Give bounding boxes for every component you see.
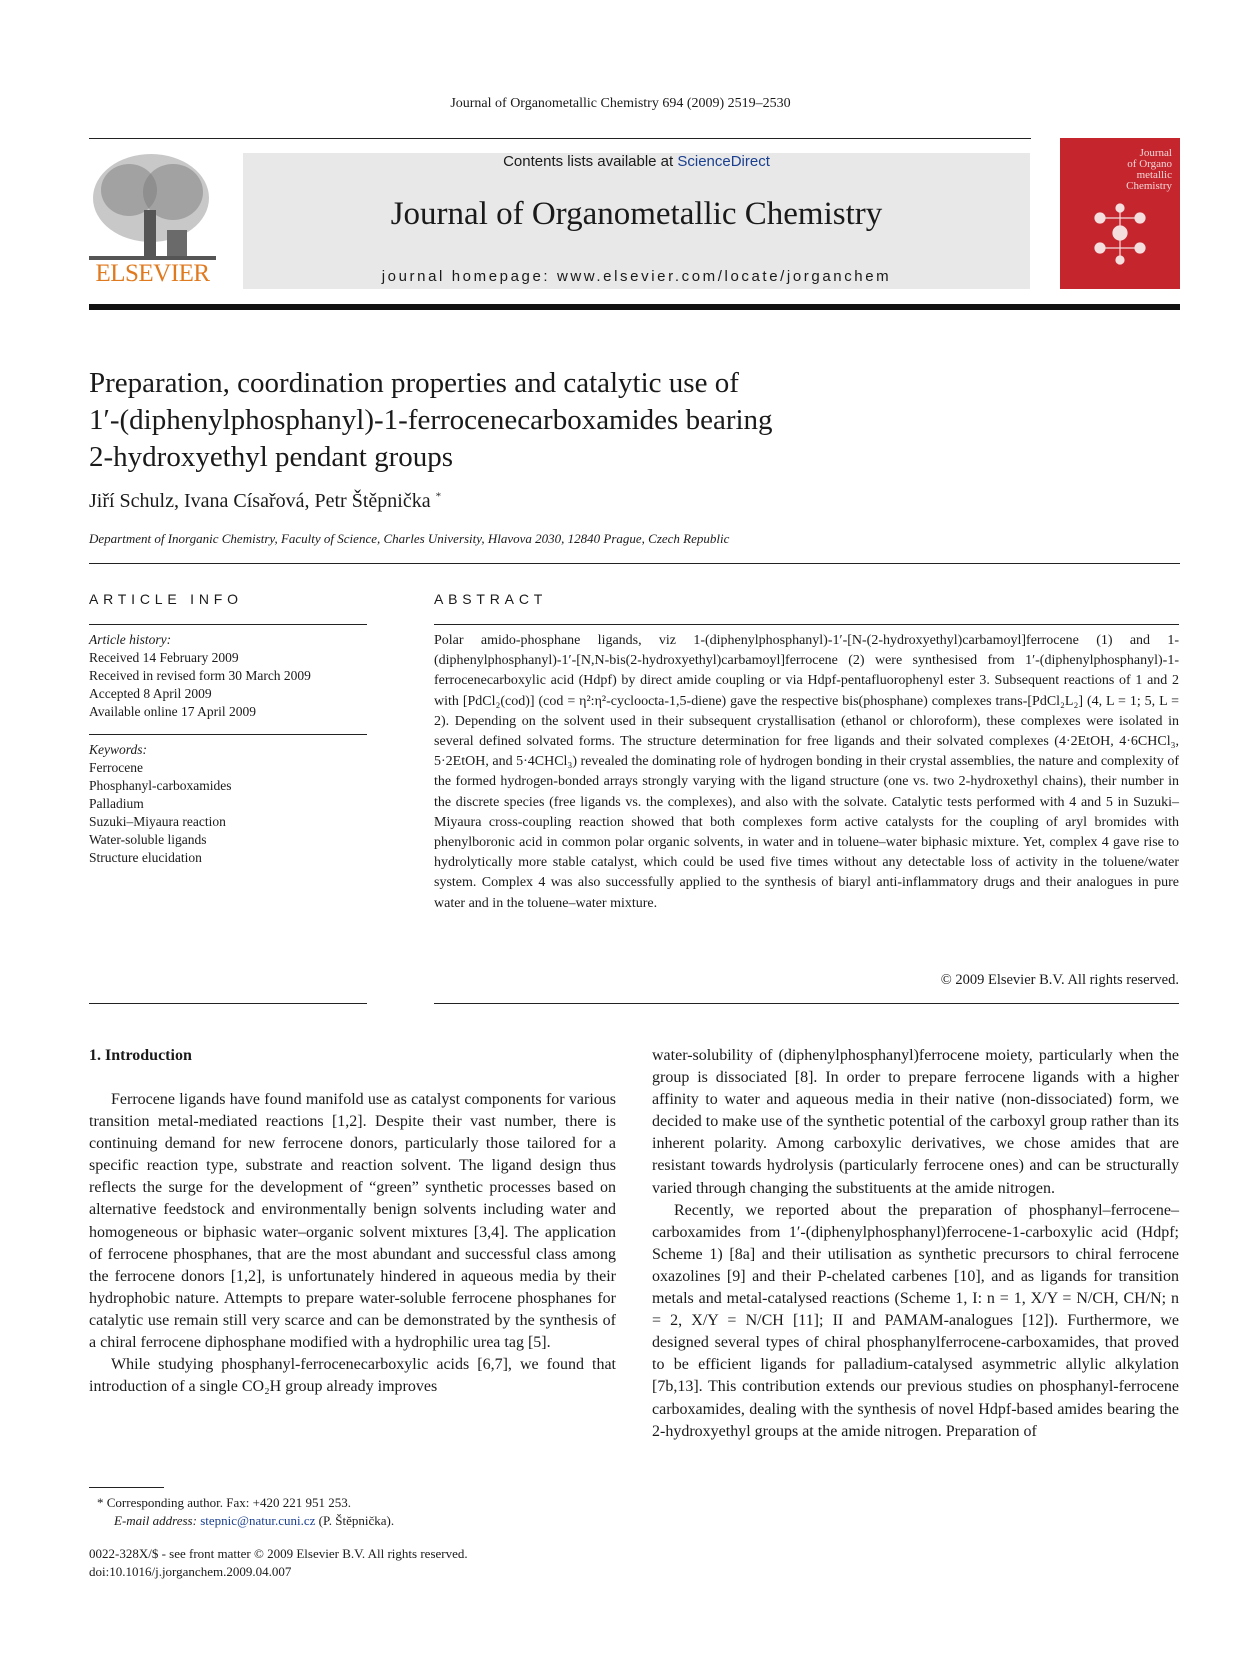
body-paragraph: Recently, we reported about the preparation of phosphanyl–ferrocene–carboxamides from 1′-(diphenylphosphanyl)ferrocene-1-carboxylic acid (Hdpf; Scheme 1) [8a] and their utilisation as synthetic precursors to chiral ferrocene oxazolines [9] and their P-chelated carbenes [10], and as ligands for transition metals and metal-catalysed reactions (Scheme 1, I: n = 1, X/Y = N/CH, CH/N; n = 2, X/Y = N/CH [11]; II and PAMAM-analogues [12]). Furthermore, we designed several types of chiral phosphanylferrocene-carboxamides, that proved to be efficient ligands for palladium-catalysed asymmetric allylic alkylation [7b,13]. This contribution extends our previous studies on phosphanyl-ferrocene carboxamides, dealing with the synthesis of novel Hdpf-based amides bearing the 2-hydroxyethyl groups at the amide nitrogen. Preparation of <box>652 1201 1179 1440</box>
article-title <box>89 365 989 476</box>
header-rule <box>89 138 1031 139</box>
abstract-rule <box>434 624 1179 625</box>
abstract-heading: ABSTRACT <box>434 591 548 607</box>
issn-line: 0022-328X/$ - see front matter © 2009 Elsevier B.V. All rights reserved. <box>89 1546 468 1561</box>
body-paragraph: Ferrocene ligands have found manifold use as catalyst components for various transition metal-mediated reactions [1,2]. Despite their vast number, there is continuing demand for new ferrocene donors, particularly those tailored for a specific reaction type, substrate and reaction solvent. The ligand design thus reflects the surge for the development of “green” synthetic processes based on alternative feedstock and environmentally benign solvents including water and homogeneous or biphasic water–organic solvent mixtures [3,4]. The application of ferrocene phosphanes, that are the most abundant and successful class among the ferrocene donors [1,2], is unfortunately hindered in aqueous media by their hydrophobic nature. Attempts to prepare water-soluble ferrocene phosphanes for catalytic use remain still very scarce and can be demonstrated by the synthesis of a chiral ferrocene diphosphane modified with a hydrophilic urea tag [5]. <box>89 1091 616 1352</box>
keyword-item: Palladium <box>89 796 144 811</box>
corresponding-author-mark[interactable]: * <box>435 490 442 503</box>
article-title-line: Preparation, coordination properties and catalytic use of <box>89 367 739 399</box>
doi-line[interactable]: doi:10.1016/j.jorganchem.2009.04.007 <box>89 1564 292 1579</box>
sciencedirect-link[interactable]: ScienceDirect <box>677 153 770 170</box>
history-label: Article history: <box>89 632 172 647</box>
article-history <box>89 631 367 721</box>
footnote-rule <box>89 1487 164 1488</box>
journal-homepage[interactable]: journal homepage: www.elsevier.com/locate/jorganchem <box>381 268 892 285</box>
article-info-end-rule <box>89 1003 367 1004</box>
keywords-rule <box>89 734 367 735</box>
history-item: Received in revised form 30 March 2009 <box>89 668 311 683</box>
keyword-item: Ferrocene <box>89 760 143 775</box>
left-column <box>89 1089 616 1398</box>
footnote-mark: * <box>97 1495 104 1510</box>
article-info-rule <box>89 624 367 625</box>
cover-title: Journal of Organo metallic Chemistry <box>1126 147 1172 192</box>
article-info-heading: ARTICLE INFO <box>89 591 243 607</box>
elsevier-wordmark: ELSEVIER <box>95 260 210 287</box>
article-title-line: 2-hydroxyethyl pendant groups <box>89 441 454 473</box>
journal-cover <box>1060 138 1180 289</box>
keyword-item: Phosphanyl-carboxamides <box>89 778 232 793</box>
elsevier-logo <box>89 150 216 288</box>
right-column <box>652 1045 1179 1443</box>
email-label: E-mail address: <box>114 1513 201 1528</box>
email-suffix: (P. Štěpnička). <box>315 1513 395 1528</box>
masthead-rule <box>89 304 1180 310</box>
cover-molecule-icon <box>1060 138 1180 289</box>
keyword-item: Suzuki–Miyaura reaction <box>89 814 226 829</box>
affiliation: Department of Inorganic Chemistry, Faculty of Science, Charles University, Hlavova 2030, 12840 Prague, Czech Republic <box>89 531 730 546</box>
history-item: Accepted 8 April 2009 <box>89 686 212 701</box>
body-paragraph: While studying phosphanyl-ferrocenecarboxylic acids [6,7], we found that introduction of a single CO₂H group already improves <box>89 1356 616 1396</box>
history-item: Available online 17 April 2009 <box>89 704 256 719</box>
article-title-line: 1′-(diphenylphosphanyl)-1-ferrocenecarboxamides bearing <box>89 404 773 436</box>
corresponding-footnote <box>97 1494 597 1530</box>
email-link[interactable]: stepnic@natur.cuni.cz <box>200 1513 316 1528</box>
section-heading-introduction: 1. Introduction <box>89 1047 192 1064</box>
keywords-label: Keywords: <box>89 742 147 757</box>
abstract-end-rule <box>434 1003 1179 1004</box>
authors: Jiří Schulz, Ivana Císařová, Petr Štěpnička <box>89 490 431 512</box>
copyright: © 2009 Elsevier B.V. All rights reserved. <box>940 972 1179 988</box>
author-list <box>89 490 441 513</box>
running-head: Journal of Organometallic Chemistry 694 (2009) 2519–2530 <box>450 96 791 111</box>
keyword-item: Structure elucidation <box>89 850 202 865</box>
title-rule <box>89 563 1180 564</box>
history-item: Received 14 February 2009 <box>89 650 239 665</box>
contents-line <box>243 153 1030 170</box>
body-paragraph: water-solubility of (diphenylphosphanyl)ferrocene moiety, particularly when the group is dissociated [8]. In order to prepare ferrocene ligands with a higher affinity to water and aqueous media in their native (non-dissociated) form, we decided to make use of the synthetic potential of the carboxyl group rather than its inherent polarity. Among carboxylic derivatives, we chose amides that are resistant towards hydrolysis (particularly ferrocene ones) and can be structurally varied through changing the substituents at the amide nitrogen. <box>652 1047 1179 1197</box>
keyword-item: Water-soluble ligands <box>89 832 207 847</box>
journal-title: Journal of Organometallic Chemistry <box>390 196 883 232</box>
contents-prefix: Contents lists available at <box>503 153 678 170</box>
corresponding-text: Corresponding author. Fax: +420 221 951 253. <box>106 1495 351 1510</box>
keywords <box>89 741 367 867</box>
abstract-text: Polar amido-phosphane ligands, viz 1-(diphenylphosphanyl)-1′-[N-(2-hydroxyethyl)carbamoyl]ferrocene (1) and 1-(diphenylphosphanyl)-1′-[N,N-bis(2-hydroxyethyl)carbamoyl]ferrocene (2) were synthesised from 1′-(diphenylphosphanyl)-1-ferrocenecarboxylic acid (Hdpf) by direct amide coupling or via Hdpf-pentafluorophenyl ester 3. Subsequent reactions of 1 and 2 with [PdCl₂(cod)] (cod = η²:η²-cycloocta-1,5-diene) gave the respective bis(phosphane) complexes trans-[PdCl₂L₂] (4, L = 1; 5, L = 2). Depending on the solvent used in their subsequent crystallisation (ethanol or chloroform), these complexes were isolated in several defined solvated forms. The structure determination for free ligands and their solvated complexes (4·2EtOH, 4·6CHCl₃, 5·2EtOH, and 5·4CHCl₃) revealed the dominating role of hydrogen bonding in their crystal assemblies, the nature and complexity of the formed hydrogen-bonded arrays strongly varying with the ligand structure (one vs. two 2-hydroxethyl chains), their number in the discrete species (free ligands vs. the complexes), and also with the solvate. Catalytic tests performed with 4 and 5 in Suzuki–Miyaura cross-coupling reaction showed that both complexes form active catalysts for the coupling of aryl bromides with phenylboronic acid in common polar organic solvents, in water and in toluene–water biphasic mixture. Yet, complex 4 gave rise to hydrolytically more stable catalyst, which could be used five times without any detectable loss of activity in the toluene/water system. Complex 4 was also successfully applied to the synthesis of biaryl anti-inflammatory drugs and their analogues in pure water and in the toluene–water mixture. <box>434 633 1179 911</box>
